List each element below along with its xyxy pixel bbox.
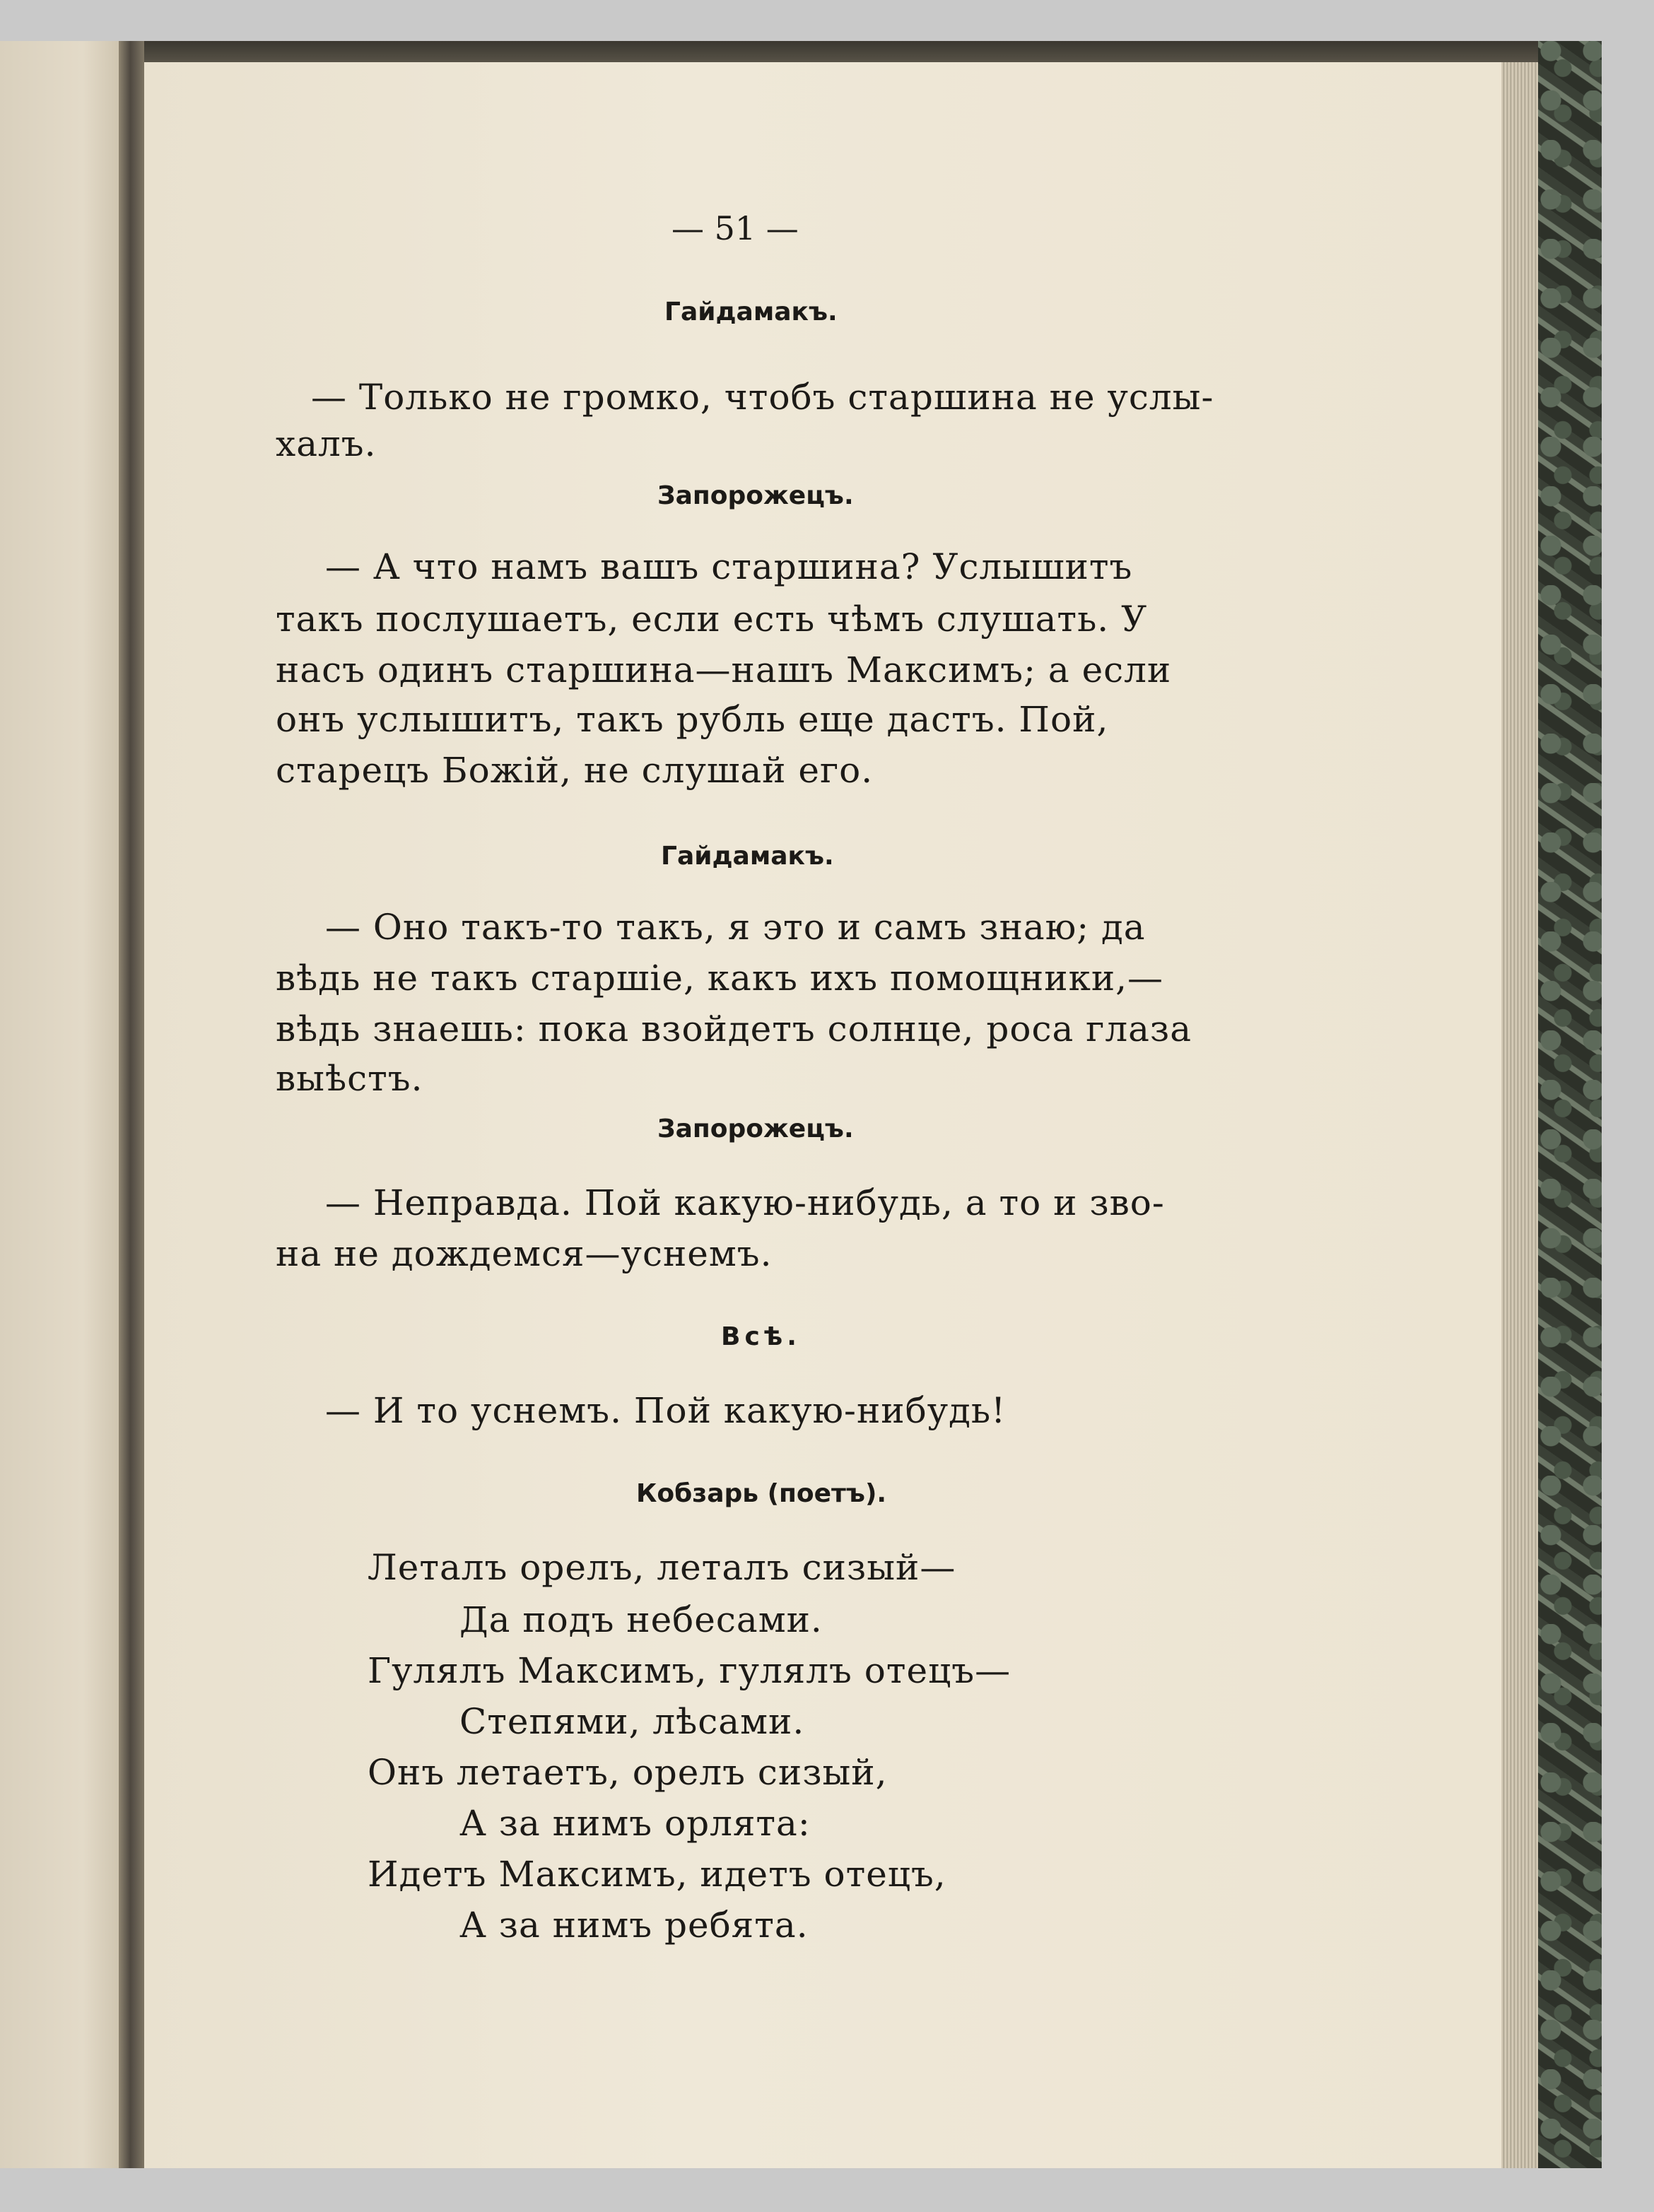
speaker-heading: Всѣ. [721, 1322, 801, 1351]
book-top-edge [0, 41, 1602, 62]
text-line: выѣстъ. [276, 1058, 423, 1099]
text-line: такъ послушаетъ, если есть чѣмъ слушать. У [276, 599, 1148, 640]
left-page-edge [0, 41, 119, 2168]
text-line: старецъ Божій, не слушай его. [276, 750, 874, 791]
book-scan [0, 41, 1602, 2168]
book-gutter [119, 41, 144, 2168]
verse-line: А за нимъ ребята. [459, 1905, 809, 1946]
text-line: халъ. [276, 423, 377, 464]
text-line: онъ услышитъ, такъ рубль еще дастъ. Пой, [276, 699, 1109, 740]
verse-line: Да подъ небесами. [459, 1599, 823, 1640]
text-line: вѣдь знаешь: пока взойдетъ солнце, роса глаза [276, 1008, 1192, 1049]
verse-line: Леталъ орелъ, леталъ сизый— [368, 1547, 956, 1588]
text-line: на не дождемся—уснемъ. [276, 1233, 773, 1274]
verse-line: А за нимъ орлята: [459, 1803, 811, 1844]
verse-line: Гулялъ Максимъ, гулялъ отецъ— [368, 1650, 1011, 1691]
page-number: — 51 — [671, 209, 799, 247]
page-edges [1501, 62, 1538, 2168]
verse-line: Степями, лѣсами. [459, 1701, 805, 1742]
text-line: — Неправда. Пой какую-нибудь, а то и зво- [325, 1182, 1165, 1223]
verse-line: Идетъ Максимъ, идетъ отецъ, [368, 1854, 946, 1895]
speaker-heading: Кобзарь (поетъ). [636, 1479, 887, 1508]
speaker-heading: Гайдамакъ. [664, 298, 838, 326]
text-line: — А что намъ вашъ старшина? Услышитъ [325, 546, 1133, 587]
speaker-heading: Запорожецъ. [657, 1114, 854, 1143]
text-line: — Только не громко, чтобъ старшина не услы- [311, 377, 1214, 418]
speaker-heading: Гайдамакъ. [661, 842, 834, 871]
text-line: — И то уснемъ. Пой какую-нибудь! [325, 1390, 1007, 1431]
text-line: насъ одинъ старшина—нашъ Максимъ; а если [276, 649, 1172, 690]
speaker-heading: Запорожецъ. [657, 481, 854, 510]
text-line: — Оно такъ-то такъ, я это и самъ знаю; да [325, 907, 1146, 948]
marbled-cover [1538, 41, 1602, 2168]
verse-line: Онъ летаетъ, орелъ сизый, [368, 1752, 888, 1793]
text-line: вѣдь не такъ старшіе, какъ ихъ помощники,— [276, 958, 1164, 999]
